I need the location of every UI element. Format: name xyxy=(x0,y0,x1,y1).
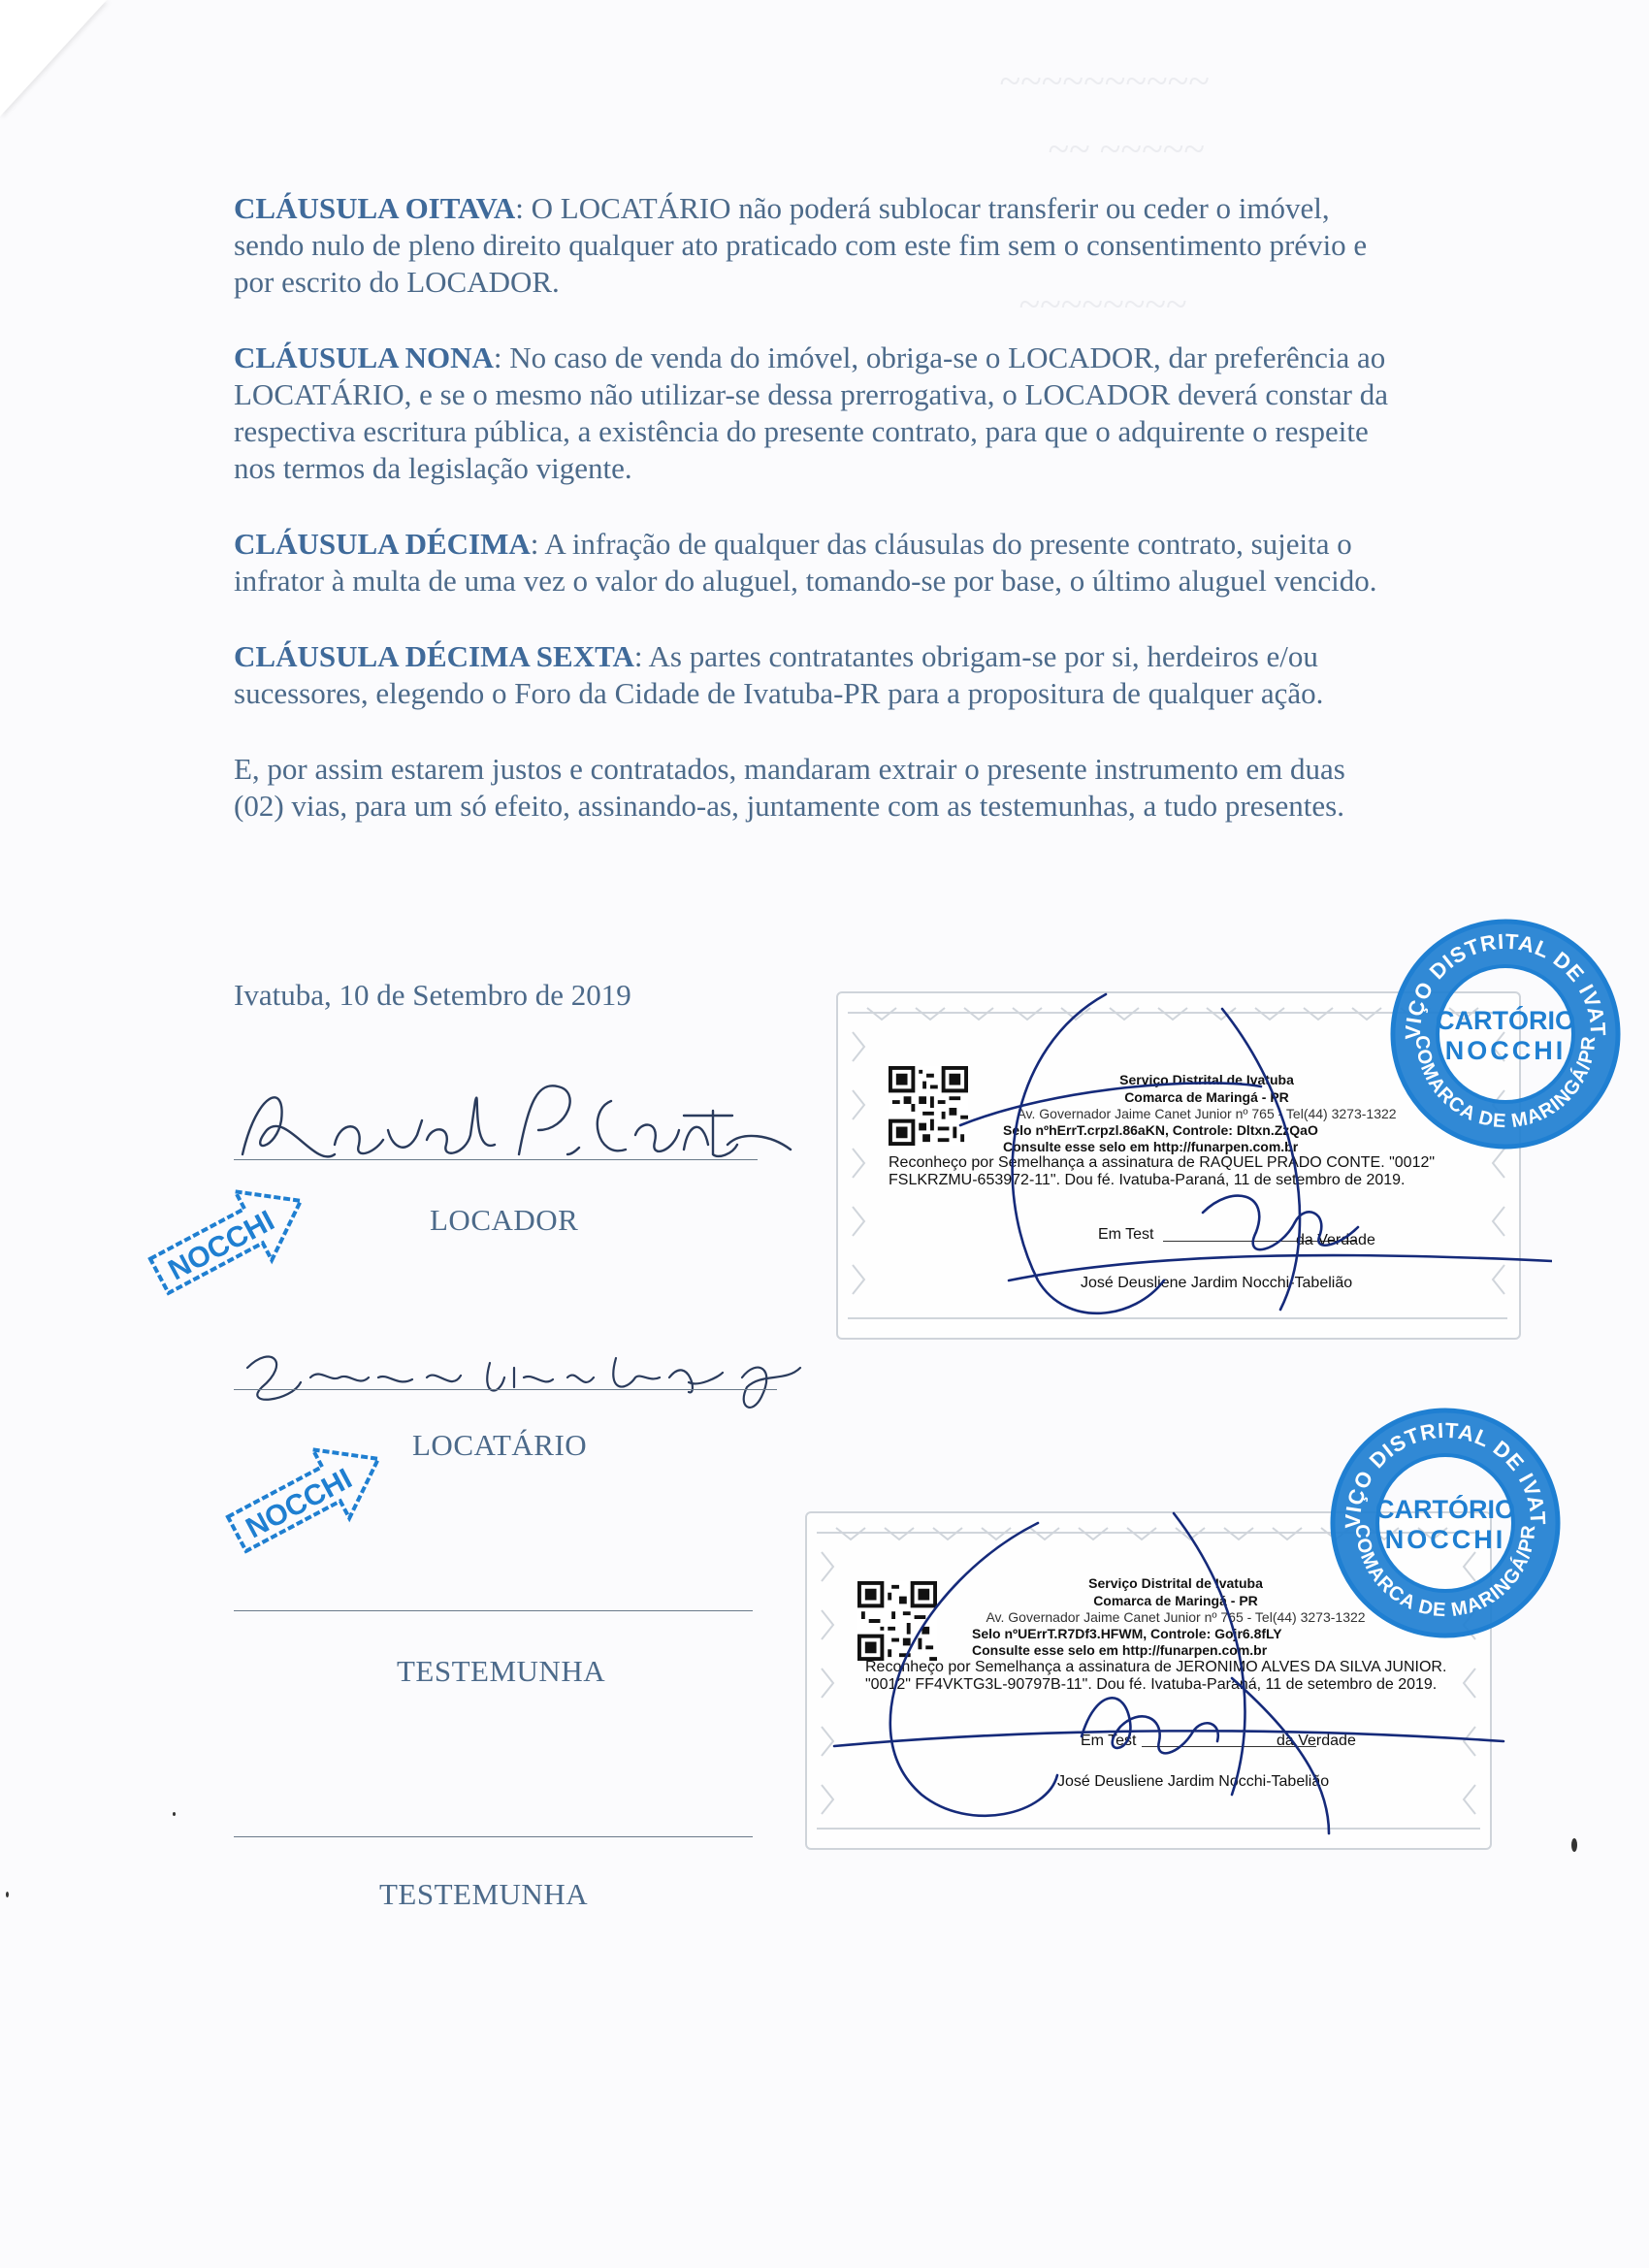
seal-ring-text: VIÇO DISTRITAL DE IVAT xyxy=(1340,1417,1551,1529)
witness2-signature-line xyxy=(234,1836,753,1837)
da-verdade: da Verdade xyxy=(1296,1232,1375,1248)
clause-text: : O LOCATÁRIO não poderá sublocar transferir ou ceder o imóvel, sendo nulo de pleno direito qualquer ato praticado com este fim sem o consentimento prévio e por escrito do LOCADOR. xyxy=(234,191,1368,299)
clause-text: : As partes contratantes obrigam-se por si, herdeiros e/ou sucessores, elegendo o Foro da Cidade de Ivatuba-PR para a propositura de qualquer ação. xyxy=(234,639,1324,710)
locador-label: LOCADOR xyxy=(430,1203,579,1237)
seal-center-line1: CARTÓRIO xyxy=(1436,1006,1575,1035)
clause-text: E, por assim estarem justos e contratados, mandaram extrair o presente instrumento em duas (02) vias, para um só efeito, assinando-as, juntamente com as testemunhas, a tudo presentes. xyxy=(234,752,1345,823)
scan-speck xyxy=(173,1812,176,1816)
clause-heading: CLÁUSULA NONA xyxy=(234,340,494,374)
closing-paragraph xyxy=(234,751,1398,825)
witness2-label: TESTEMUNHA xyxy=(379,1877,589,1911)
clause-decima xyxy=(234,526,1398,599)
seal-center-line2: NOCCHI xyxy=(1444,1036,1567,1065)
clause-text: : A infração de qualquer das cláusulas do presente contrato, sujeita o infrator à multa de uma vez o valor do aluguel, tomando-se por base, o último aluguel vencido. xyxy=(234,527,1377,598)
scan-speck xyxy=(6,1892,9,1897)
seal-ring-text-bottom: COMARCA DE MARINGÁ/PR xyxy=(1410,1034,1600,1133)
witness1-label: TESTEMUNHA xyxy=(397,1654,606,1688)
cartorio-round-seal xyxy=(1329,1407,1562,1644)
seal-ring-text-bottom: COMARCA DE MARINGÁ/PR xyxy=(1350,1523,1540,1622)
recognition-body: Reconheço por Semelhança a assinatura de JERONIMO ALVES DA SILVA JUNIOR. "0012" FF4VKTG3L-90797B-11". Dou fé. Ivatuba-Paraná, 11 de setembro de 2019. xyxy=(865,1659,1447,1693)
arrow-stamp-text: NOCCHI xyxy=(163,1204,280,1287)
clause-oitava xyxy=(234,190,1398,301)
seal-center-line1: CARTÓRIO xyxy=(1375,1495,1515,1524)
office-name: Serviço Distrital de Ivatuba xyxy=(1088,1575,1263,1591)
em-testemunho: Em Test xyxy=(1098,1226,1154,1243)
clause-decima-sexta xyxy=(234,638,1398,712)
selo-consult: Consulte esse selo em http://funarpen.com.br xyxy=(1003,1139,1299,1154)
locatario-signature-line xyxy=(234,1389,777,1390)
stamp-text-block xyxy=(984,1071,1430,1155)
comarca: Comarca de Maringá - PR xyxy=(1124,1089,1289,1105)
office-address: Av. Governador Jaime Canet Junior nº 765 - Tel(44) 3273-1322 xyxy=(986,1609,1366,1625)
locatario-signature xyxy=(233,1339,834,1426)
show-through: ~~ ~~~~~ xyxy=(1048,127,1205,171)
selo-number: Selo nºhErrT.crpzl.86aKN, Controle: Dltxn.ZzQaO xyxy=(1003,1122,1318,1138)
locatario-label: LOCATÁRIO xyxy=(412,1428,588,1462)
tabeliao-name: José Deusliene Jardim Nocchi-Tabelião xyxy=(1057,1773,1330,1790)
cartorio-round-seal xyxy=(1389,918,1622,1155)
seal-center-line2: NOCCHI xyxy=(1384,1525,1506,1554)
qr-code xyxy=(889,1066,968,1146)
clauses-section xyxy=(234,190,1398,863)
witness1-signature-line xyxy=(234,1610,753,1611)
clause-text: : No caso de venda do imóvel, obriga-se o LOCADOR, dar preferência ao LOCATÁRIO, e se o mesmo não utilizar-se dessa prerrogativa, o LOCADOR deverá constar da respectiva escritura pública, a existência do presente contrato, para que o adquirente o respeite nos termos da legislação vigente. xyxy=(234,340,1388,485)
city-date: Ivatuba, 10 de Setembro de 2019 xyxy=(234,978,631,1012)
clause-heading: CLÁUSULA OITAVA xyxy=(234,191,516,225)
arrow-stamp-text: NOCCHI xyxy=(241,1462,358,1545)
clause-nona xyxy=(234,340,1398,487)
show-through: ~~~~~~~~~~ xyxy=(999,59,1210,103)
scan-speck xyxy=(1571,1838,1577,1852)
qr-code xyxy=(857,1581,937,1661)
nocchi-arrow-stamp xyxy=(138,1160,322,1306)
em-testemunho: Em Test xyxy=(1081,1733,1137,1749)
da-verdade: da Verdade xyxy=(1277,1733,1356,1749)
comarca: Comarca de Maringá - PR xyxy=(1093,1593,1258,1608)
selo-number: Selo nºUErrT.R7Df3.HFWM, Controle: Gojr6.8fLY xyxy=(972,1626,1282,1641)
selo-consult: Consulte esse selo em http://funarpen.com.br xyxy=(972,1642,1268,1658)
clause-heading: CLÁUSULA DÉCIMA SEXTA xyxy=(234,639,634,673)
nocchi-arrow-stamp xyxy=(215,1418,400,1564)
tabeliao-name: José Deusliene Jardim Nocchi-Tabelião xyxy=(1081,1275,1353,1291)
clause-heading: CLÁUSULA DÉCIMA xyxy=(234,527,531,561)
page-fold-corner xyxy=(0,0,107,116)
office-name: Serviço Distrital de Ivatuba xyxy=(1119,1072,1294,1087)
show-through: ~~~~~~~~ xyxy=(1018,282,1187,326)
recognition-body: Reconheço por Semelhança a assinatura de RAQUEL PRADO CONTE. "0012" FSLKRZMU-653972-11". Dou fé. Ivatuba-Paraná, 11 de setembro de 2019. xyxy=(889,1154,1436,1188)
seal-ring-text: VIÇO DISTRITAL DE IVAT xyxy=(1400,928,1611,1040)
office-address: Av. Governador Jaime Canet Junior nº 765 - Tel(44) 3273-1322 xyxy=(1017,1106,1397,1121)
locatario-signature-text xyxy=(0,0,13,1)
